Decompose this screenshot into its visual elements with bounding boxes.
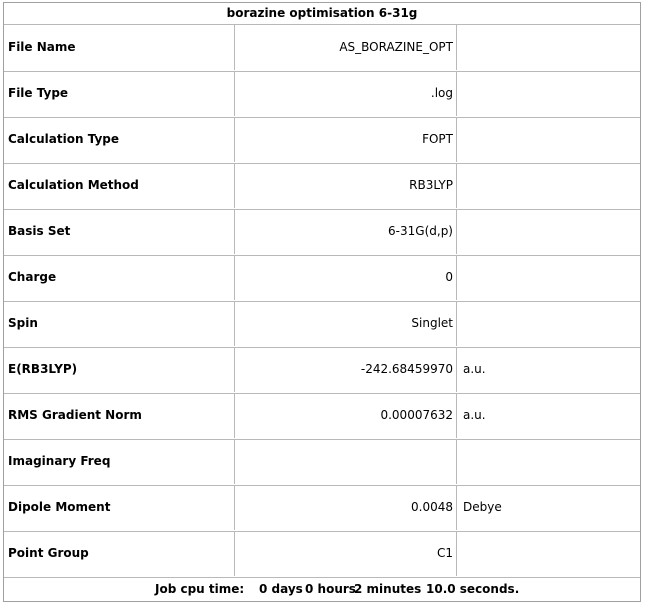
row-calculation-method — [4, 163, 640, 210]
summary-panel — [3, 2, 641, 602]
row-unit: a.u. — [463, 408, 486, 422]
row-value: -242.68459970 — [235, 347, 457, 392]
row-value: 0 — [235, 255, 457, 300]
row-value: 0.0048 — [235, 485, 457, 530]
row-file-name — [4, 25, 640, 72]
row-unit — [457, 531, 640, 576]
row-label: File Name — [4, 25, 235, 70]
row-file-type — [4, 71, 640, 118]
row-unit: a.u. — [463, 362, 486, 376]
row-unit — [457, 439, 640, 484]
job-cpu-seconds: 10.0 seconds. — [426, 582, 520, 596]
row-unit — [457, 71, 640, 116]
row-imaginary-freq — [4, 439, 640, 486]
row-label: Calculation Method — [4, 163, 235, 208]
row-charge — [4, 255, 640, 302]
row-value: C1 — [235, 531, 457, 576]
row-unit — [457, 163, 640, 208]
row-label: Charge — [4, 255, 235, 300]
row-label: Dipole Moment — [4, 485, 235, 530]
row-unit — [457, 25, 640, 70]
row-value: Singlet — [235, 301, 457, 346]
row-unit: Debye — [463, 500, 502, 514]
row-unit — [457, 117, 640, 162]
row-unit — [457, 301, 640, 346]
row-label: Imaginary Freq — [4, 439, 235, 484]
job-cpu-hours: 0 hours — [305, 582, 356, 596]
row-spin — [4, 301, 640, 348]
row-value: FOPT — [235, 117, 457, 162]
row-label: Point Group — [4, 531, 235, 576]
row-value: AS_BORAZINE_OPT — [235, 25, 457, 70]
row-unit — [457, 255, 640, 300]
row-label: File Type — [4, 71, 235, 116]
job-cpu-time — [4, 577, 640, 602]
job-cpu-minutes: 2 minutes — [354, 582, 422, 596]
row-label: Basis Set — [4, 209, 235, 254]
job-cpu-days: 0 days — [259, 582, 303, 596]
row-rms-gradient-norm — [4, 393, 640, 440]
row-value — [235, 439, 457, 484]
row-basis-set — [4, 209, 640, 256]
row-unit — [457, 209, 640, 254]
row-value: RB3LYP — [235, 163, 457, 208]
row-label: RMS Gradient Norm — [4, 393, 235, 438]
row-energy — [4, 347, 640, 394]
row-calculation-type — [4, 117, 640, 164]
job-cpu-time-label: Job cpu time: — [155, 582, 245, 596]
row-label: Calculation Type — [4, 117, 235, 162]
summary-title: borazine optimisation 6-31g — [4, 3, 640, 25]
row-dipole-moment — [4, 485, 640, 532]
row-label: Spin — [4, 301, 235, 346]
row-label: E(RB3LYP) — [4, 347, 235, 392]
row-value: 0.00007632 — [235, 393, 457, 438]
row-point-group — [4, 531, 640, 578]
row-value: 6-31G(d,p) — [235, 209, 457, 254]
row-value: .log — [235, 71, 457, 116]
